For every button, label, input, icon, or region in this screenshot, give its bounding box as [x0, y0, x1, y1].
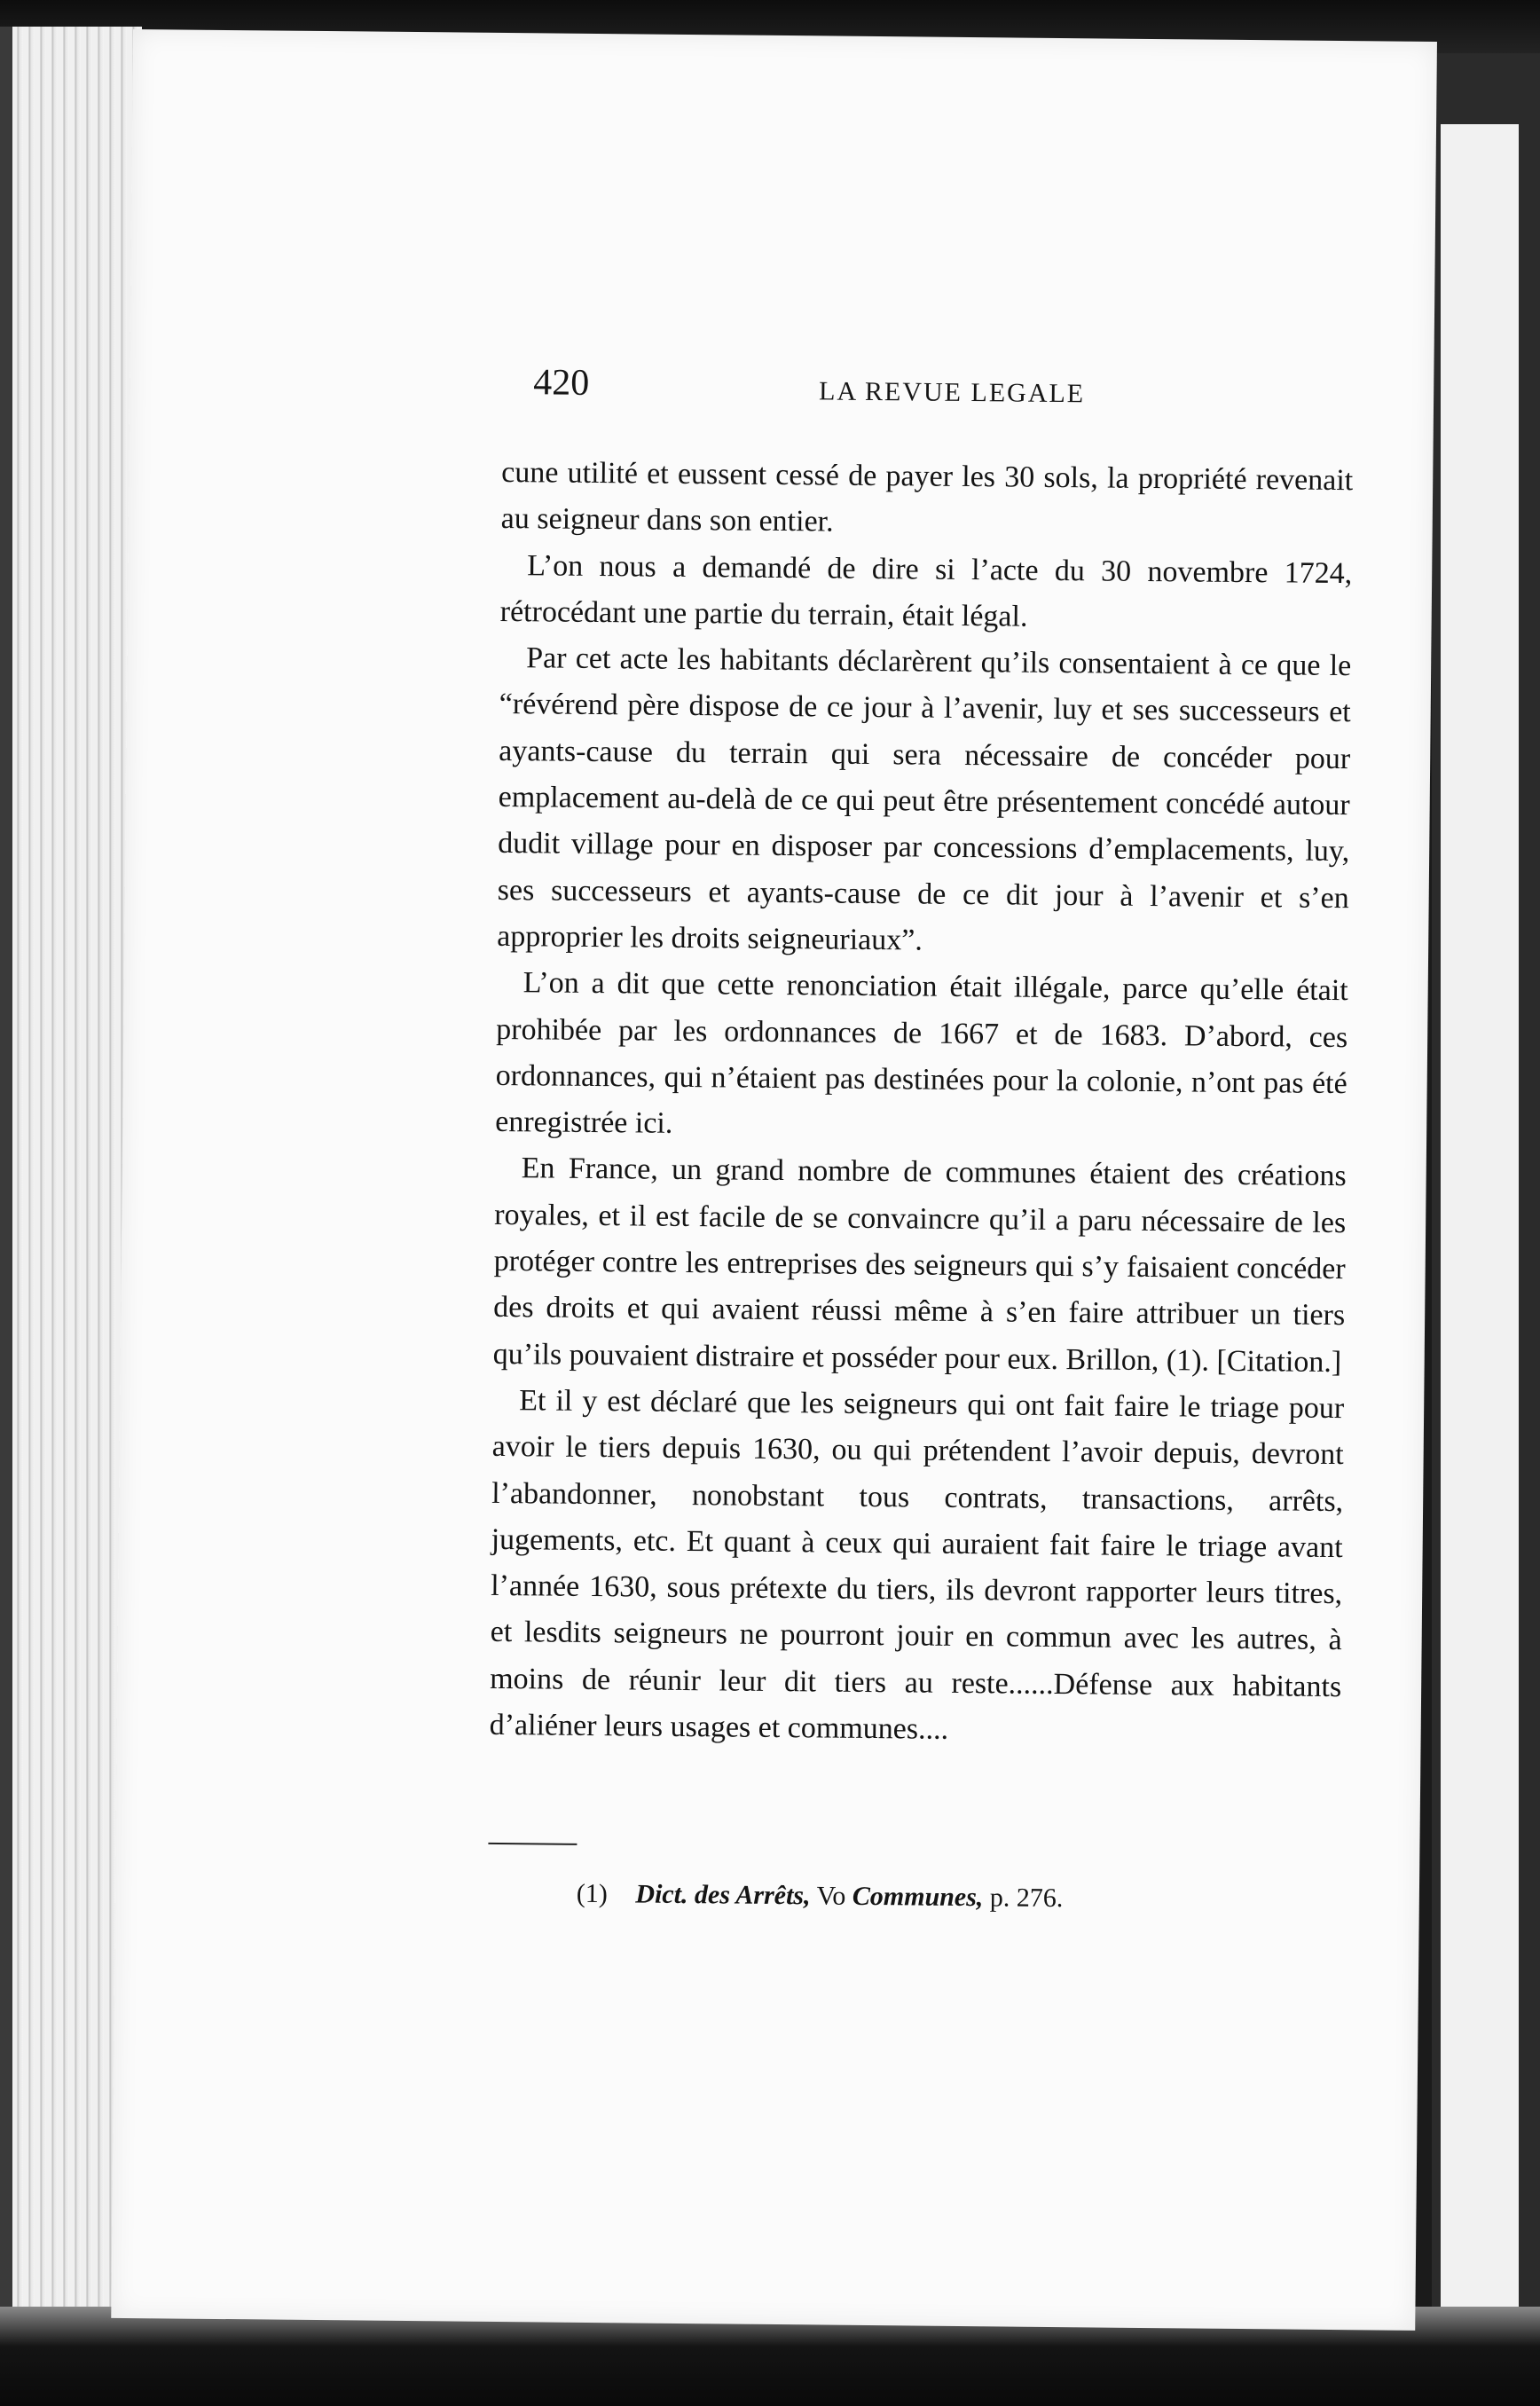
paragraph: L’on a dit que cette renonciation était illégale, parce qu’elle était prohibée par les ordonnances de 1667 et de 1683. D’abord, ces ordonnances, qui n’étaient pas destinées pour la colonie, n’ont pas été enregistrée ici.	[495, 966, 1348, 1140]
paragraph: En France, un grand nombre de communes étaient des créations royales, et il est facile de se convaincre qu’il a paru nécessaire de les protéger contre les entreprises des seigneurs qui s’y faisaient concéder des droits et qui avaient réussi même à s’en faire attribuer un tiers qu’ils pouvaient distraire et posséder pour eux. Brillon, (1). [Citation.]	[492, 1152, 1347, 1379]
footnote-vo: Vo	[816, 1881, 846, 1911]
paragraph-continuation: cune utilité et eussent cessé de payer les 30 sols, la propriété revenait au seigneur dans son entier.	[500, 455, 1354, 539]
book-edge-shadow	[0, 27, 12, 2333]
footnote-source: Dict. des Arrêts,	[635, 1879, 811, 1911]
footnote-entry: Communes,	[852, 1881, 984, 1913]
running-title: LA REVUE LEGALE	[818, 376, 1086, 409]
footnote	[577, 1879, 1375, 1917]
page-header	[533, 361, 1244, 421]
body-text	[489, 450, 1353, 1757]
book-page-edge-right	[1441, 124, 1519, 2324]
paragraph: Et il y est déclaré que les seigneurs qui ont fait faire le triage pour avoir le tiers depuis 1630, ou qui prétendent l’avoir depuis, devront l’abandonner, nonobstant tous contrats, transactions, arrêts, jugements, etc. Et quant à ceux qui auraient fait faire le triage avant l’année 1630, sous prétexte du tiers, ils devront rapporter leurs titres, et lesdits seigneurs ne pourront jouir en commun avec les autres, à moins de réunir leur dit tiers au reste......Défense aux habitants d’aliéner leurs usages et communes....	[489, 1384, 1345, 1746]
book-page	[111, 29, 1437, 2331]
footnote-mark: (1)	[576, 1878, 609, 1909]
paragraph: L’on nous a demandé de dire si l’acte du 30 novembre 1724, rétrocédant une partie du terrain, était légal.	[499, 548, 1353, 633]
footnote-page: p. 276.	[989, 1883, 1064, 1914]
page-number: 420	[533, 362, 590, 404]
paragraph: Par cet acte les habitants déclarèrent qu’ils consentaient à ce que le “révérend père dispose de ce jour à l’avenir, luy et ses successeurs et ayants-cause du terrain qui sera nécessaire de concéder pour emplacement au-delà de ce qui peut être présentement concédé autour dudit village pour en disposer par concessions d’emplacements, luy, ses successeurs et ayants-cause de ce dit jour à l’avenir et s’en approprier les droits seigneuriaux”.	[497, 641, 1352, 957]
footnote-divider	[488, 1843, 577, 1845]
